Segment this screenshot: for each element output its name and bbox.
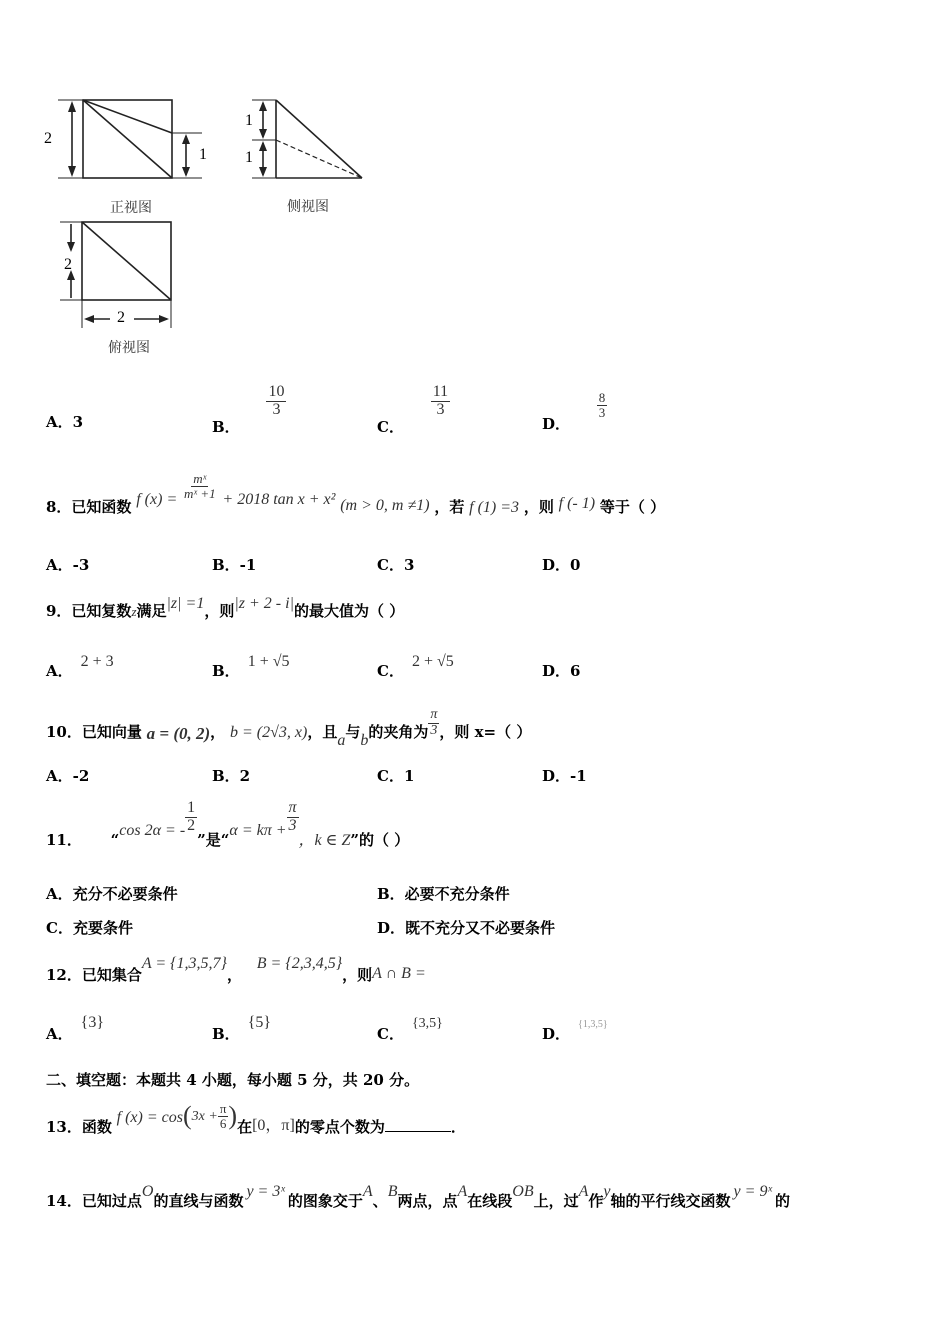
- q7-option-a: A．3: [46, 413, 84, 431]
- q10-option-a: A．-2: [46, 767, 90, 785]
- front-view: [58, 100, 202, 178]
- q7-option-d: D． $\frac{8}{3}$: [542, 390, 606, 434]
- top-view-diagonal: [82, 222, 171, 300]
- q10-option-b: B．2: [212, 767, 251, 785]
- section-2-title: 二、填空题：本题共 4 小题，每小题 5 分，共 20 分。: [46, 1071, 420, 1089]
- q10-option-c: C．1: [377, 767, 415, 785]
- three-view-figure: [0, 0, 400, 370]
- side-bottom-dim-label: 1: [245, 149, 253, 166]
- front-view-caption: 正视图: [110, 200, 152, 216]
- question-10: 10．已知向量 a = (0, 2)， b = (2√3, x)，且a与b的夹角为 $\frac{\pi}{3}$ ，则 x=（ ）: [46, 707, 532, 750]
- q8-option-c: C．3: [377, 556, 415, 574]
- front-view-diagonal: [83, 100, 172, 178]
- side-view-caption: 侧视图: [287, 199, 329, 215]
- top-left-dim-label: 2: [64, 256, 72, 273]
- q7-option-c: C． $\frac{11}{3}$: [377, 383, 449, 437]
- side-top-dim-label: 1: [245, 112, 253, 129]
- q11-option-d: D．既不充分又不必要条件: [377, 919, 556, 937]
- top-view-caption: 俯视图: [108, 340, 150, 356]
- side-view-hypotenuse: [276, 100, 362, 178]
- q11-option-c: C．充要条件: [46, 919, 133, 937]
- q13-answer-blank[interactable]: [385, 1117, 451, 1132]
- q8-option-d: D．0: [542, 556, 581, 574]
- question-14: 14．已知过点O的直线与函数y = 3ˣ的图象交于A、B两点，点A在线段OB上，过A作y轴的平行线交函数y = 9ˣ的: [46, 1183, 790, 1210]
- q12-option-c: C．{3,5}: [377, 1016, 443, 1043]
- top-bottom-dim-label: 2: [117, 309, 125, 326]
- q10-option-d: D．-1: [542, 767, 587, 785]
- side-view-dashed-edge: [276, 140, 362, 178]
- question-13: 13．函数 f (x) = cos(3x + $\frac{\pi}{6}$ )在[0，π]的零点个数为 ．: [46, 1100, 466, 1136]
- q9-option-c: C．2 + √5: [377, 653, 454, 680]
- q9-option-b: B．1 + √5: [212, 653, 290, 680]
- q7-option-b: B． $\frac{10}{3}$: [212, 383, 285, 437]
- q12-option-b: B．{5}: [212, 1014, 272, 1043]
- question-11: 11． “cos 2α = - $\frac{1}{2}$ ”是“α = kπ + $\frac{\pi}{3}$ ，k ∈ Z”的（ ）: [46, 799, 410, 850]
- q8-option-b: B．-1: [212, 556, 257, 574]
- front-left-dim-label: 2: [44, 130, 52, 147]
- front-right-dim-label: 1: [199, 146, 207, 163]
- question-12: 12．已知集合A = {1,3,5,7}， B = {2,3,4,5}，则A ∩ B =: [46, 955, 426, 984]
- question-9: 9．已知复数z满足|z| =1，则|z + 2 - i|的最大值为（ ）: [46, 595, 405, 620]
- side-view: [252, 100, 362, 178]
- q9-option-d: D．6: [542, 662, 581, 680]
- q12-option-a: A．{3}: [46, 1014, 104, 1043]
- q11-option-a: A．充分不必要条件: [46, 885, 178, 903]
- q12-option-d: D．{1,3,5}: [542, 1019, 608, 1043]
- front-view-slant-top: [83, 100, 172, 133]
- q11-option-b: B．必要不充分条件: [377, 885, 510, 903]
- top-view: [60, 222, 171, 328]
- q9-option-a: A．2 + 3: [46, 653, 114, 680]
- q8-option-a: A．-3: [46, 556, 90, 574]
- question-8: 8．已知函数 f (x) = $\frac{\text{mˣ}}{\text{mˣ +1}}$ + 2018 tan x + x² (m > 0, m ≠1) ，若 f (1) =3 ，则 f (- 1) 等于（ ）: [46, 471, 666, 517]
